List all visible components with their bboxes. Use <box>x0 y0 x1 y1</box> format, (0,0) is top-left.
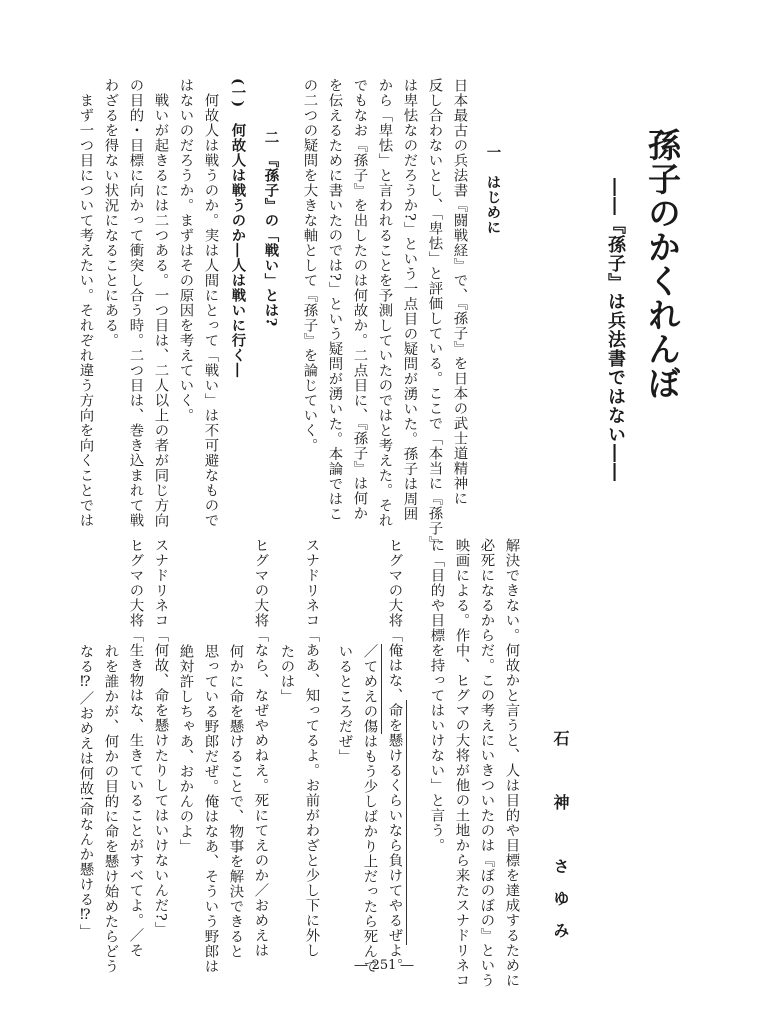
body-line: の目的・目標に向かって衝突し合う時。二つ目は、巻き込まれて戦 <box>127 78 144 528</box>
dialogue-line: れを誰かが、何かの目的に命を懸け始めたらどう <box>102 644 119 974</box>
subsection1-heading: (一) 何故人は戦うのか―人は戦いに行く― <box>229 78 247 378</box>
body-line: 必死になるからだ。この考えにいきついたのは『ぼのぼの』という <box>478 538 495 988</box>
body-line: でもなお『孫子』を出したのは何故か。二点目に、『孫子』は何か <box>351 78 368 521</box>
body-line: 映画による。作中、ヒグマの大将が他の土地から来たスナドリネコ <box>453 538 470 988</box>
dialogue-line: スナドリネコ「何故、命を懸けたりしてはいけないんだ?」 <box>152 538 169 937</box>
underline-mark <box>381 644 382 734</box>
body-line: 日本最古の兵法書『闘戦経』で、『孫子』を日本の武士道精神に <box>451 78 468 506</box>
author-name: 石 神 さゆみ <box>551 730 570 954</box>
body-line: は卑怯なのだろうか?」という一点目の疑問が湧いた。孫子は周囲 <box>401 78 418 522</box>
article-subtitle: ――『孫子』は兵法書ではない―― <box>605 178 626 482</box>
body-line: に「目的や目標を持ってはいけない」と言う。 <box>428 538 445 853</box>
body-line: の二つの疑問を大きな軸として『孫子』を論じていく。 <box>301 78 318 453</box>
dialogue-line: 何かに命を懸けることで、物事を解決できると <box>227 644 244 959</box>
dialogue-line: たのは」 <box>278 644 295 704</box>
dialogue-line: いるところだぜ」 <box>336 644 353 764</box>
underline-mark <box>406 700 407 945</box>
dialogue-line: ヒグマの大将「俺はな、命を懸けるくらいなら負けてやるぜよ。 <box>386 538 403 973</box>
section2-heading: 二 『孫子』の「戦い」とは? <box>262 130 280 327</box>
body-line: 解決できない。何故かと言うと、人は目的や目標を達成するために <box>503 538 520 988</box>
body-line: わざるを得ない状況になることにある。 <box>102 78 119 348</box>
body-line: 反し合わないとし、「卑怯」と評価している。ここで「本当に『孫子』 <box>426 78 443 551</box>
dialogue-line: なる⁉／おめえは何故!命なんか懸ける⁉」 <box>77 644 94 939</box>
article-title: 孫子のかくれんぼ <box>643 128 682 400</box>
dialogue-line: 思っている野郎だぜ。俺はなあ、そういう野郎は <box>202 644 219 974</box>
body-line: から「卑怯」と言われることを予測していたのではと考えた。それ <box>376 78 393 528</box>
body-line: を伝えるために書いたのでは?」という疑問が湧いた。本論ではこ <box>326 78 343 522</box>
dialogue-line: ヒグマの大将「なら、なぜやめねえ。死にてえのか／おめえは <box>252 538 269 958</box>
page-number: ― 251 ― <box>354 958 414 973</box>
section1-heading: 一 はじめに <box>484 145 502 235</box>
dialogue-line: ヒグマの大将「生き物はな、生きていることがすべてよ。／そ <box>127 538 144 958</box>
dialogue-line: スナドリネコ「ああ、知ってるよ。お前がわざと少し下に外し <box>303 538 320 958</box>
body-line: はないのだろうか。まずはその原因を考えていく。 <box>177 78 194 423</box>
body-line: 戦いが起きるには二つある。一つ目は、二人以上の者が同じ方向 <box>152 93 169 528</box>
body-line: まず一つ目について考えたい。それぞれ違う方向を向くことでは <box>77 93 94 528</box>
dialogue-line: 絶対許しちゃあ、おかんのよ」 <box>177 644 194 854</box>
dialogue-line: ／てめえの傷はもう少しばかり上だったら死んで <box>361 644 378 974</box>
body-line: 何故人は戦うのか。実は人間にとって「戦い」は不可避なもので <box>202 93 219 528</box>
